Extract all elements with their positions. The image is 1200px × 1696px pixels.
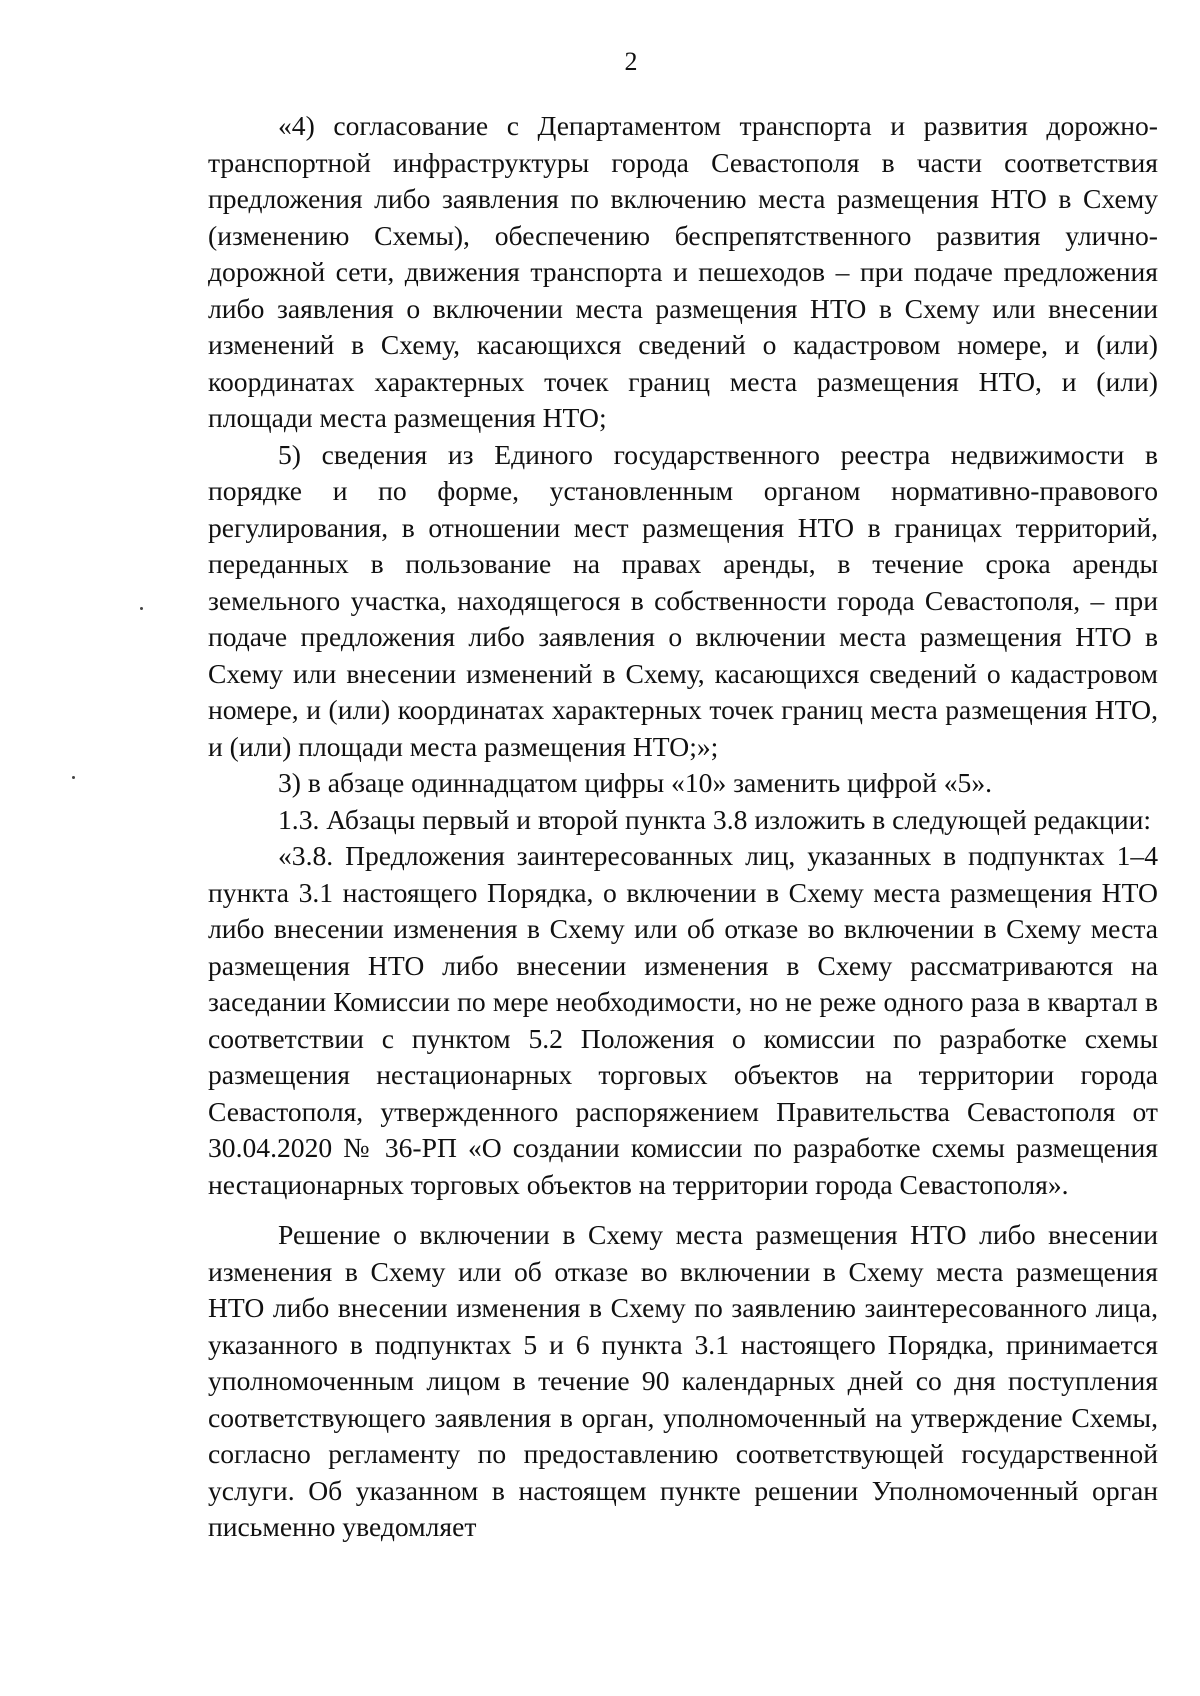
paragraph-decision: Решение о включении в Схему места размещения НТО либо внесении изменения в Схему или об отказе во включении в Схему места размещения НТО либо внесении изменения в Схему по заявлению заинтересованного лица, указанного в подпунктах 5 и 6 пункта 3.1 настоящего Порядка, принимается уполномоченным лицом в течение 90 календарных дней со дня поступления соответствующего заявления в орган, уполномоченный на утверждение Схемы, согласно регламенту по предоставлению соответствующей государственной услуги. Об указанном в настоящем пункте решении Уполномоченный орган письменно уведомляет: [208, 1219, 1158, 1542]
paragraph-clause-1-3: 1.3. Абзацы первый и второй пункта 3.8 изложить в следующей редакции:: [278, 803, 1152, 835]
page-number: 2: [624, 47, 638, 76]
paragraph-item-4: «4) согласование с Департаментом транспорта и развития дорожно-транспортной инфраструктуры города Севастополя в части соответствия предложения либо заявления по включению места размещения НТО в Схему (изменению Схемы), обеспечению беспрепятственного развития улично-дорожной сети, движения транспорта и пешеходов – при подаче предложения либо заявления о включении места размещения НТО в Схему или внесении изменений в Схему, касающихся сведений о кадастровом номере, и (или) координатах характерных точек границ места размещения НТО, и (или) площади места размещения НТО;: [208, 110, 1158, 433]
scan-speck: [140, 607, 143, 610]
document-body: [208, 108, 1158, 1546]
paragraph-clause-3-8: «3.8. Предложения заинтересованных лиц, указанных в подпунктах 1–4 пункта 3.1 настоящего Порядка, о включении в Схему места размещения НТО либо внесении изменения в Схему или об отказе во включении в Схему места размещения НТО либо внесении изменения в Схему рассматриваются на заседании Комиссии по мере необходимости, но не реже одного раза в квартал в соответствии с пунктом 5.2 Положения о комиссии по разработке схемы размещения нестационарных торговых объектов на территории города Севастополя, утвержденного распоряжением Правительства Севастополя от 30.04.2020 № 36-РП «О создании комиссии по разработке схемы размещения нестационарных торговых объектов на территории города Севастополя».: [208, 840, 1158, 1200]
paragraph-clause-3: 3) в абзаце одиннадцатом цифры «10» заменить цифрой «5».: [278, 767, 993, 798]
paragraph-item-5: 5) сведения из Единого государственного реестра недвижимости в порядке и по форме, установленным органом нормативно-правового регулирования, в отношении мест размещения НТО в границах территорий, переданных в пользование на правах аренды, в течение срока аренды земельного участка, находящегося в собственности города Севастополя, – при подаче предложения либо заявления о включении места размещения НТО в Схему или внесении изменений в Схему, касающихся сведений о кадастровом номере, и (или) координатах характерных точек границ места размещения НТО, и (или) площади места размещения НТО;»;: [208, 438, 1158, 762]
scan-speck: [72, 776, 75, 779]
